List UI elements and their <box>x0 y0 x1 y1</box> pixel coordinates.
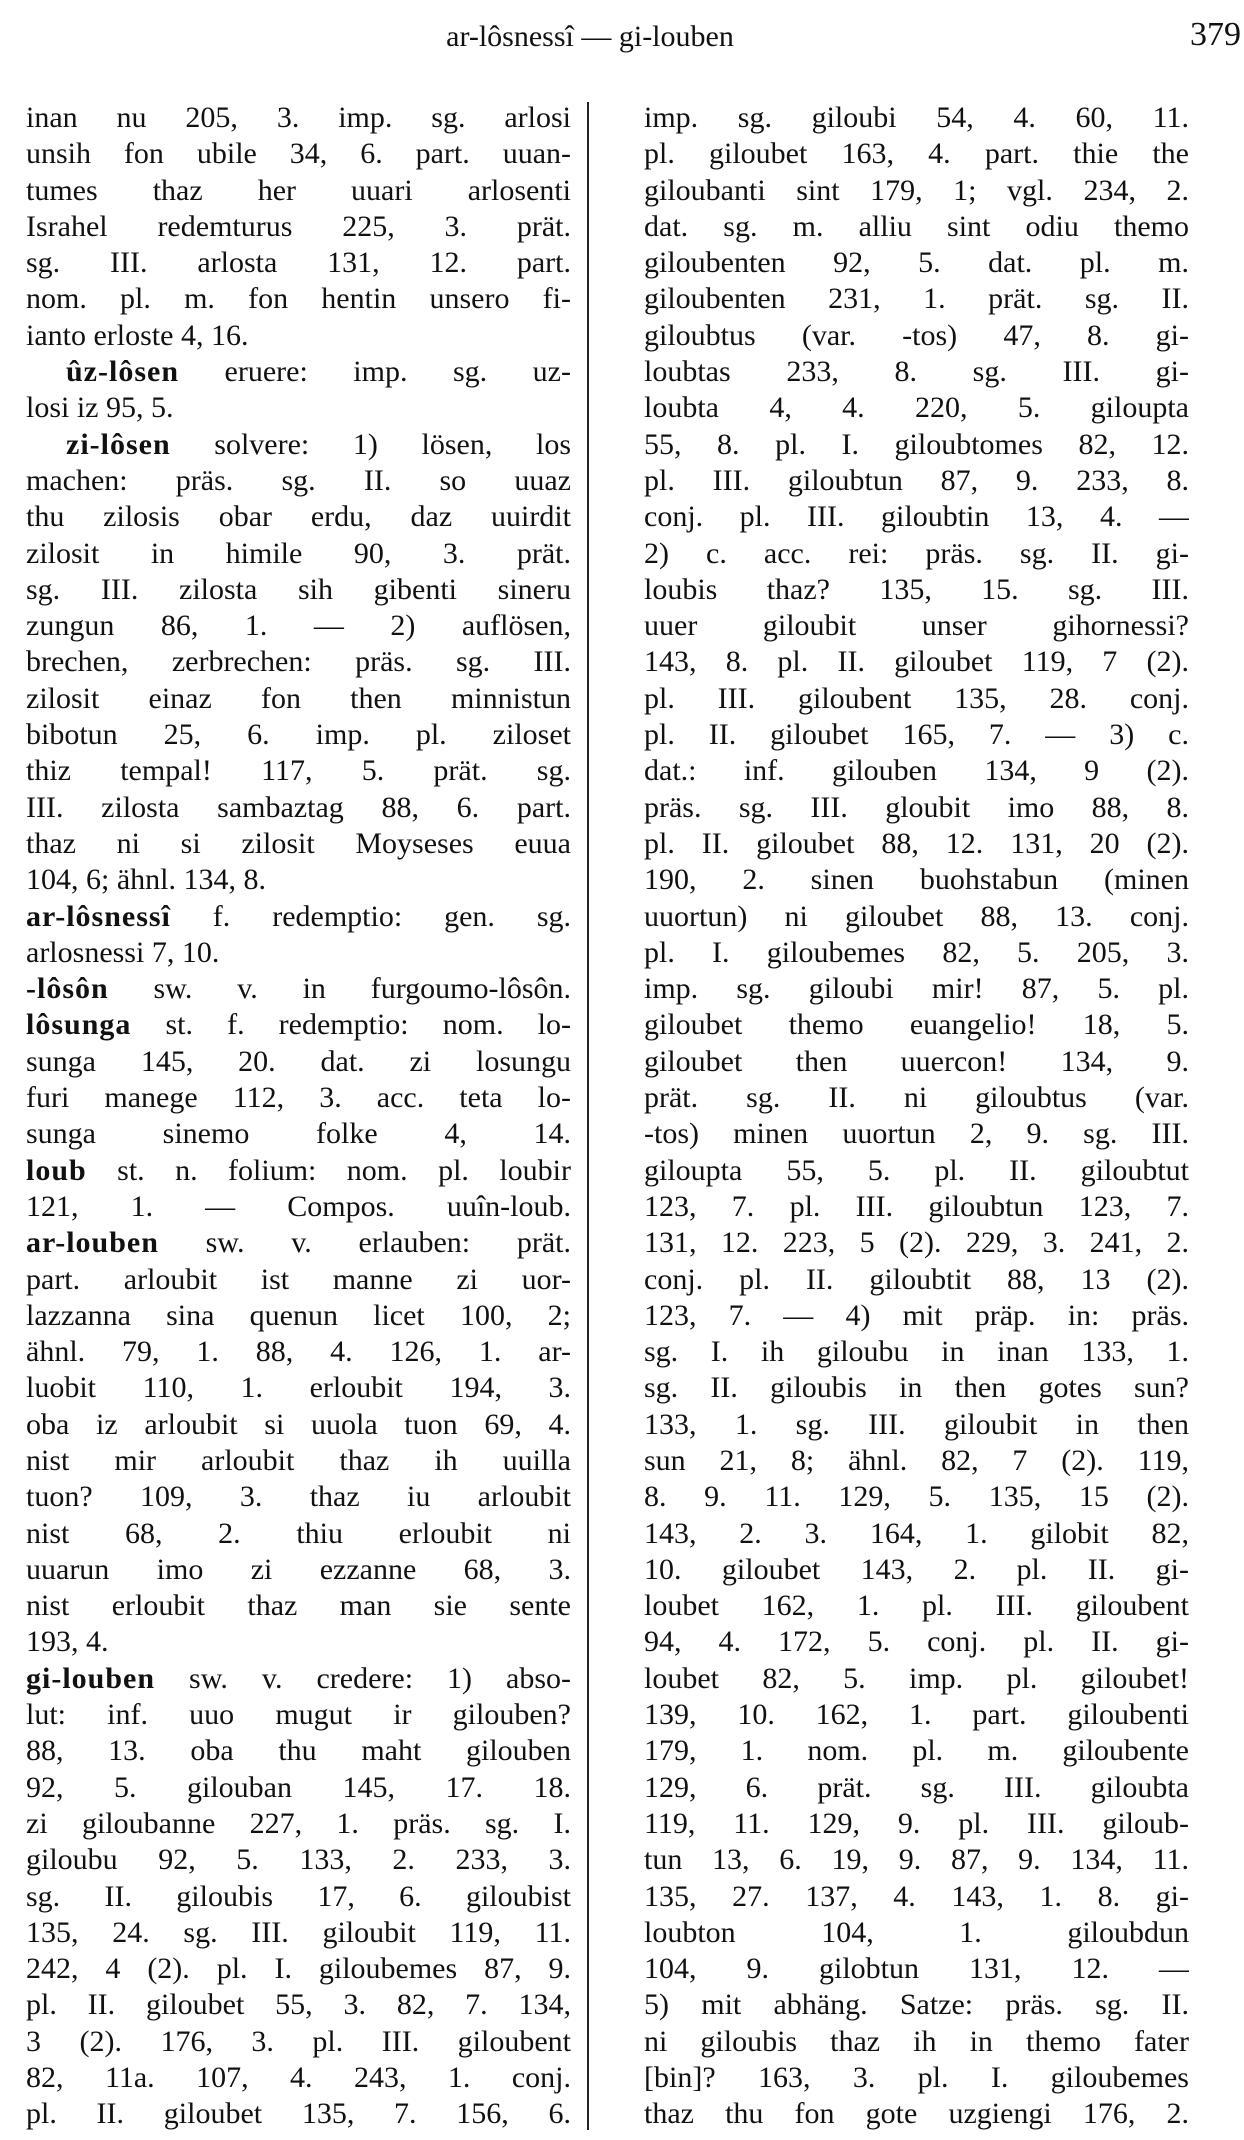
entry-definition: sw. v. credere: 1) abso- <box>155 1661 571 1695</box>
text-line: pl. III. giloubtun 87, 9. 233, 8. <box>644 463 1189 497</box>
text-line: sg. II. giloubis 17, 6. giloubist <box>26 1879 571 1913</box>
text-line: 123, 7. pl. III. giloubtun 123, 7. <box>644 1189 1189 1223</box>
text-line: präs. sg. III. gloubit imo 88, 8. <box>644 790 1189 824</box>
entry-definition: f. redemptio: gen. sg. <box>170 899 571 933</box>
text-line: pl. III. giloubent 135, 28. conj. <box>644 681 1189 715</box>
text-line: nist erloubit thaz man sie sente <box>26 1589 571 1623</box>
text-line: oba iz arloubit si uuola tuon 69, 4. <box>26 1407 571 1441</box>
text-line: sg. III. zilosta sih gibenti sineru <box>26 572 571 606</box>
text-line: arlosnessi 7, 10. <box>26 935 220 969</box>
text-line: loubtas 233, 8. sg. III. gi- <box>644 355 1189 389</box>
text-line: conj. pl. II. giloubtit 88, 13 (2). <box>644 1262 1189 1296</box>
text-line: giloubenten 231, 1. prät. sg. II. <box>644 282 1189 316</box>
text-line: pl. II. giloubet 165, 7. — 3) c. <box>644 718 1189 752</box>
text-line: tuon? 109, 3. thaz iu arloubit <box>26 1480 571 1514</box>
text-line: 3 (2). 176, 3. pl. III. giloubent <box>26 2024 571 2058</box>
text-line: prät. sg. II. ni giloubtus (var. <box>644 1081 1189 1115</box>
text-line: 179, 1. nom. pl. m. giloubente <box>644 1734 1189 1768</box>
text-line: machen: präs. sg. II. so uuaz <box>26 463 571 497</box>
text-line: conj. pl. III. giloubtin 13, 4. — <box>644 500 1189 534</box>
entry-definition: st. n. folium: nom. pl. loubir <box>86 1153 571 1187</box>
text-line: zungun 86, 1. — 2) auflösen, <box>26 609 571 643</box>
text-line: inan nu 205, 3. imp. sg. arlosi <box>26 101 571 134</box>
text-line: 82, 11a. 107, 4. 243, 1. conj. <box>26 2061 571 2095</box>
text-line: zilosit einaz fon then minnistun <box>26 681 571 715</box>
text-line: 119, 11. 129, 9. pl. III. giloub- <box>644 1806 1189 1840</box>
text-line: giloubet themo euangelio! 18, 5. <box>644 1008 1189 1042</box>
text-line: ni giloubis thaz ih in themo fater <box>644 2024 1189 2058</box>
text-line: ähnl. 79, 1. 88, 4. 126, 1. ar- <box>26 1335 571 1369</box>
running-title: ar-lôsnessî — gi-louben <box>446 20 734 53</box>
text-line: 8. 9. 11. 129, 5. 135, 15 (2). <box>644 1480 1189 1514</box>
headword: lôsunga <box>26 1008 132 1042</box>
text-line: loubis thaz? 135, 15. sg. III. <box>644 572 1189 606</box>
running-header <box>0 14 1244 64</box>
text-line: 190, 2. sinen buohstabun (minen <box>644 863 1189 897</box>
headword: ûz-lôsen <box>66 355 179 389</box>
text-line: imp. sg. giloubi 54, 4. 60, 11. <box>644 101 1189 134</box>
text-line: giloupta 55, 5. pl. II. giloubtut <box>644 1153 1189 1187</box>
text-line: unsih fon ubile 34, 6. part. uuan- <box>26 137 571 171</box>
text-line: sg. I. ih giloubu in inan 133, 1. <box>644 1335 1189 1369</box>
text-line: 133, 1. sg. III. giloubit in then <box>644 1407 1189 1441</box>
text-line: 193, 4. <box>26 1625 109 1659</box>
text-line: nist 68, 2. thiu erloubit ni <box>26 1516 571 1550</box>
text-line: 104, 9. gilobtun 131, 12. — <box>644 1952 1189 1986</box>
text-line: nom. pl. m. fon hentin unsero fi- <box>26 282 571 316</box>
right-column <box>644 100 1189 2133</box>
text-line: 94, 4. 172, 5. conj. pl. II. gi- <box>644 1625 1189 1659</box>
text-line: -tos) minen uuortun 2, 9. sg. III. <box>644 1117 1189 1151</box>
text-line: 88, 13. oba thu maht gilouben <box>26 1734 571 1768</box>
headword: ar-lôsnessî <box>26 899 171 933</box>
text-line: dat. sg. m. alliu sint odiu themo <box>644 209 1189 243</box>
text-line: giloubanti sint 179, 1; vgl. 234, 2. <box>644 173 1189 207</box>
text-line: Israhel redemturus 225, 3. prät. <box>26 209 571 243</box>
text-line: [bin]? 163, 3. pl. I. giloubemes <box>644 2061 1189 2095</box>
text-line: loubton 104, 1. giloubdun <box>644 1915 1189 1949</box>
text-line: III. zilosta sambaztag 88, 6. part. <box>26 790 571 824</box>
text-line: zi giloubanne 227, 1. präs. sg. I. <box>26 1806 571 1840</box>
left-column <box>26 100 571 2133</box>
text-line: 55, 8. pl. I. giloubtomes 82, 12. <box>644 427 1189 461</box>
text-line: 92, 5. gilouban 145, 17. 18. <box>26 1770 571 1804</box>
text-line: sg. III. arlosta 131, 12. part. <box>26 246 571 280</box>
text-line: sg. II. giloubis in then gotes sun? <box>644 1371 1189 1405</box>
text-line: 123, 7. — 4) mit präp. in: präs. <box>644 1298 1189 1332</box>
text-line: brechen, zerbrechen: präs. sg. III. <box>26 645 571 679</box>
text-line: 139, 10. 162, 1. part. giloubenti <box>644 1698 1189 1732</box>
text-line: lazzanna sina quenun licet 100, 2; <box>26 1298 571 1332</box>
text-line: sun 21, 8; ähnl. 82, 7 (2). 119, <box>644 1443 1189 1477</box>
text-line: 242, 4 (2). pl. I. giloubemes 87, 9. <box>26 1952 571 1986</box>
text-line: furi manege 112, 3. acc. teta lo- <box>26 1081 571 1115</box>
text-line: sunga 145, 20. dat. zi losungu <box>26 1044 571 1078</box>
text-line: uuortun) ni giloubet 88, 13. conj. <box>644 899 1189 933</box>
entry-definition: sw. v. in furgoumo-lôsôn. <box>108 972 571 1006</box>
text-line: zilosit in himile 90, 3. prät. <box>26 536 571 570</box>
text-line: pl. II. giloubet 55, 3. 82, 7. 134, <box>26 1988 571 2022</box>
text-line: loubet 162, 1. pl. III. giloubent <box>644 1589 1189 1623</box>
text-line: giloubu 92, 5. 133, 2. 233, 3. <box>26 1843 571 1877</box>
entry-definition: solvere: 1) lösen, los <box>170 427 571 461</box>
page-number: 379 <box>1190 16 1241 53</box>
text-line: tumes thaz her uuari arlosenti <box>26 173 571 207</box>
column-divider <box>587 102 589 2130</box>
entry-line <box>26 1153 571 1189</box>
text-line: giloubenten 92, 5. dat. pl. m. <box>644 246 1189 280</box>
text-line: nist mir arloubit thaz ih uuilla <box>26 1443 571 1477</box>
entry-line <box>26 899 571 935</box>
text-line: pl. II. giloubet 88, 12. 131, 20 (2). <box>644 826 1189 860</box>
entry-line <box>26 1661 571 1697</box>
text-line: 143, 2. 3. 164, 1. gilobit 82, <box>644 1516 1189 1550</box>
entry-definition: sw. v. erlauben: prät. <box>158 1226 571 1260</box>
text-line: 131, 12. 223, 5 (2). 229, 3. 241, 2. <box>644 1226 1189 1260</box>
text-line: giloubet then uuercon! 134, 9. <box>644 1044 1189 1078</box>
text-line: luobit 110, 1. erloubit 194, 3. <box>26 1371 571 1405</box>
headword: zi-lôsen <box>66 427 171 461</box>
text-line: imp. sg. giloubi mir! 87, 5. pl. <box>644 972 1189 1006</box>
headword: gi-louben <box>26 1661 156 1695</box>
text-line: loubta 4, 4. 220, 5. giloupta <box>644 391 1189 425</box>
text-line: losi iz 95, 5. <box>26 391 174 425</box>
text-line: 5) mit abhäng. Satze: präs. sg. II. <box>644 1988 1189 2022</box>
entry-definition: eruere: imp. sg. uz- <box>179 355 571 389</box>
text-line: uuer giloubit unser gihornessi? <box>644 609 1189 643</box>
text-line: 129, 6. prät. sg. III. giloubta <box>644 1770 1189 1804</box>
text-line: lut: inf. uuo mugut ir gilouben? <box>26 1698 571 1732</box>
text-line: thaz ni si zilosit Moyseses euua <box>26 826 571 860</box>
text-line: bibotun 25, 6. imp. pl. ziloset <box>26 718 571 752</box>
text-line: dat.: inf. gilouben 134, 9 (2). <box>644 754 1189 788</box>
text-line: uuarun imo zi ezzanne 68, 3. <box>26 1552 571 1586</box>
entry-line <box>26 1225 571 1261</box>
text-line: thu zilosis obar erdu, daz uuirdit <box>26 500 571 534</box>
headword: loub <box>26 1153 87 1187</box>
text-line: pl. II. giloubet 135, 7. 156, 6. <box>26 2097 571 2131</box>
text-line: 135, 24. sg. III. giloubit 119, 11. <box>26 1915 571 1949</box>
text-line: giloubtus (var. -tos) 47, 8. gi- <box>644 318 1189 352</box>
entry-definition: st. f. redemptio: nom. lo- <box>131 1008 571 1042</box>
entry-line <box>26 354 571 390</box>
entry-line <box>26 971 571 1007</box>
text-line: pl. I. giloubemes 82, 5. 205, 3. <box>644 935 1189 969</box>
text-line: tun 13, 6. 19, 9. 87, 9. 134, 11. <box>644 1843 1189 1877</box>
text-line: 104, 6; ähnl. 134, 8. <box>26 863 266 897</box>
text-line: 143, 8. pl. II. giloubet 119, 7 (2). <box>644 645 1189 679</box>
entry-line <box>26 427 571 463</box>
headword: -lôsôn <box>26 972 109 1006</box>
text-line: 121, 1. — Compos. uuîn-loub. <box>26 1189 571 1223</box>
text-line: sunga sinemo folke 4, 14. <box>26 1117 571 1151</box>
text-line: pl. giloubet 163, 4. part. thie the <box>644 137 1189 171</box>
text-line: thiz tempal! 117, 5. prät. sg. <box>26 754 571 788</box>
text-line: 135, 27. 137, 4. 143, 1. 8. gi- <box>644 1879 1189 1913</box>
text-line: 10. giloubet 143, 2. pl. II. gi- <box>644 1552 1189 1586</box>
headword: ar-louben <box>26 1226 159 1260</box>
text-line: loubet 82, 5. imp. pl. giloubet! <box>644 1661 1189 1695</box>
entry-line <box>26 1007 571 1043</box>
text-line: part. arloubit ist manne zi uor- <box>26 1262 571 1296</box>
text-line: thaz thu fon gote uzgiengi 176, 2. <box>644 2097 1189 2131</box>
text-line: 2) c. acc. rei: präs. sg. II. gi- <box>644 536 1189 570</box>
text-line: ianto erloste 4, 16. <box>26 318 249 352</box>
